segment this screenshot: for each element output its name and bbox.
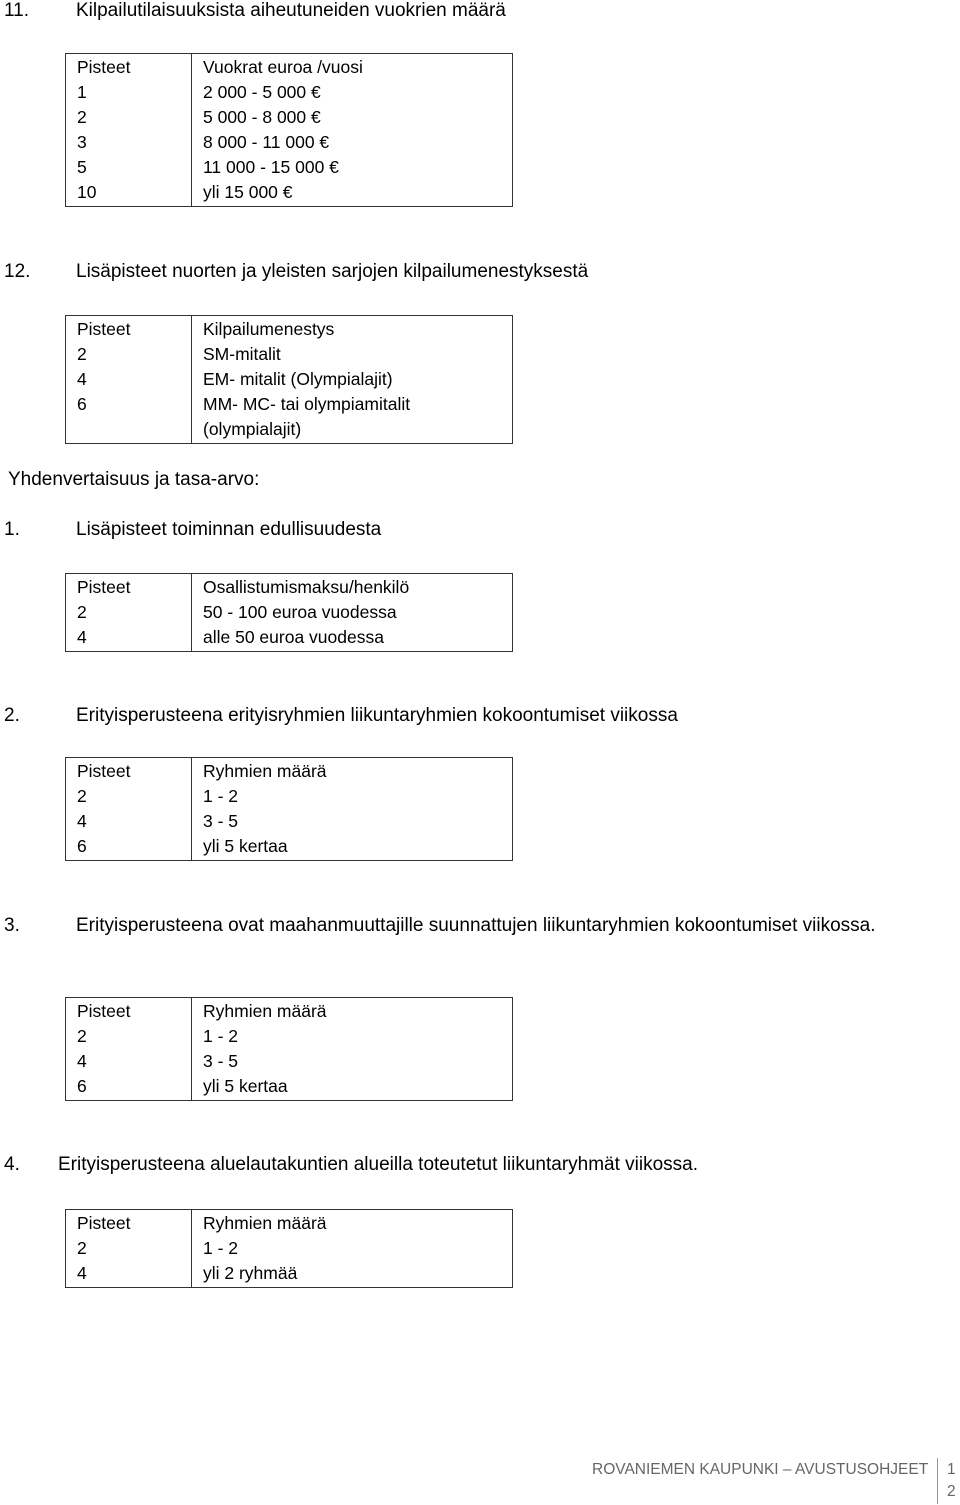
points-cell: 3	[66, 130, 192, 155]
table-row	[66, 625, 513, 652]
special-groups-table	[65, 757, 513, 861]
header-points: Pisteet	[66, 54, 192, 81]
value-cell: EM- mitalit (Olympialajit)	[203, 369, 393, 389]
page-number-bottom: 2	[947, 1483, 956, 1500]
points-cell: 1	[66, 80, 192, 105]
points-cell: 2	[66, 1236, 192, 1261]
table-row	[66, 1024, 513, 1049]
header-points: Pisteet	[66, 998, 192, 1025]
table-row	[66, 1049, 513, 1074]
value-cell: 2 000 - 5 000 €	[203, 82, 321, 102]
header-value: Ryhmien määrä	[203, 1001, 327, 1021]
table-row	[66, 367, 513, 392]
section-title: Lisäpisteet nuorten ja yleisten sarjojen kilpailumenestyksestä	[76, 261, 589, 282]
value-cell: MM- MC- tai olympiamitalit	[203, 394, 411, 414]
value-cell: yli 5 kertaa	[203, 836, 288, 856]
header-value: Vuokrat euroa /vuosi	[203, 57, 363, 77]
table-header-row	[66, 1210, 513, 1237]
table-row	[66, 1074, 513, 1101]
value-cell: SM-mitalit	[203, 344, 281, 364]
table-header-row	[66, 54, 513, 81]
table-header-row	[66, 758, 513, 785]
value-cell: yli 2 ryhmää	[203, 1263, 298, 1283]
value-cell: (olympialajit)	[203, 419, 302, 439]
section-title: Erityisperusteena ovat maahanmuuttajille suunnattujen liikuntaryhmien kokoontumiset viikossa.	[76, 915, 876, 936]
table-row	[66, 1261, 513, 1288]
value-cell: 5 000 - 8 000 €	[203, 107, 321, 127]
points-cell: 2	[66, 784, 192, 809]
competition-success-table	[65, 315, 513, 444]
header-points: Pisteet	[66, 316, 192, 343]
points-cell	[66, 417, 192, 444]
page-number-top: 1	[947, 1461, 956, 1478]
footer-divider	[937, 1458, 938, 1504]
points-cell: 5	[66, 155, 192, 180]
header-value: Ryhmien määrä	[203, 1213, 327, 1233]
table-row	[66, 80, 513, 105]
section-title: Kilpailutilaisuuksista aiheutuneiden vuokrien määrä	[76, 0, 506, 21]
value-cell: yli 15 000 €	[203, 182, 293, 202]
value-cell: 3 - 5	[203, 1051, 239, 1071]
value-cell: 1 - 2	[203, 1026, 239, 1046]
header-value: Ryhmien määrä	[203, 761, 327, 781]
table-row	[66, 130, 513, 155]
table-row	[66, 105, 513, 130]
value-cell: 50 - 100 euroa vuodessa	[203, 602, 397, 622]
points-cell: 4	[66, 367, 192, 392]
points-cell: 2	[66, 105, 192, 130]
table-row	[66, 834, 513, 861]
section-title: Erityisperusteena aluelautakuntien alueilla toteutetut liikuntaryhmät viikossa.	[58, 1154, 699, 1175]
rent-points-table	[65, 53, 513, 207]
header-points: Pisteet	[66, 574, 192, 601]
section-number: 12.	[4, 261, 31, 282]
header-value: Kilpailumenestys	[203, 319, 335, 339]
points-cell: 10	[66, 180, 192, 207]
table-row	[66, 180, 513, 207]
immigrant-groups-table	[65, 997, 513, 1101]
points-cell: 2	[66, 342, 192, 367]
section-number: 4.	[4, 1154, 20, 1175]
points-cell: 2	[66, 1024, 192, 1049]
table-row	[66, 392, 513, 417]
value-cell: yli 5 kertaa	[203, 1076, 288, 1096]
table-row	[66, 600, 513, 625]
value-cell: alle 50 euroa vuodessa	[203, 627, 384, 647]
footer-text: ROVANIEMEN KAUPUNKI – AVUSTUSOHJEET	[592, 1461, 929, 1478]
table-row	[66, 155, 513, 180]
section-title: Erityisperusteena erityisryhmien liikuntaryhmien kokoontumiset viikossa	[76, 705, 678, 726]
fee-points-table	[65, 573, 513, 652]
table-row	[66, 784, 513, 809]
table-row	[66, 342, 513, 367]
value-cell: 1 - 2	[203, 786, 239, 806]
header-points: Pisteet	[66, 1210, 192, 1237]
points-cell: 4	[66, 809, 192, 834]
header-value: Osallistumismaksu/henkilö	[203, 577, 410, 597]
table-row	[66, 809, 513, 834]
equality-subheading: Yhdenvertaisuus ja tasa-arvo:	[8, 469, 260, 490]
value-cell: 1 - 2	[203, 1238, 239, 1258]
points-cell: 6	[66, 1074, 192, 1101]
table-header-row	[66, 574, 513, 601]
points-cell: 4	[66, 1261, 192, 1288]
points-cell: 2	[66, 600, 192, 625]
table-row	[66, 417, 513, 444]
table-header-row	[66, 316, 513, 343]
table-row	[66, 1236, 513, 1261]
section-number: 1.	[4, 519, 20, 540]
value-cell: 8 000 - 11 000 €	[203, 132, 330, 152]
district-groups-table	[65, 1209, 513, 1288]
points-cell: 4	[66, 625, 192, 652]
section-title: Lisäpisteet toiminnan edullisuudesta	[76, 519, 382, 540]
value-cell: 3 - 5	[203, 811, 239, 831]
section-number: 2.	[4, 705, 20, 726]
table-header-row	[66, 998, 513, 1025]
value-cell: 11 000 - 15 000 €	[203, 157, 339, 177]
points-cell: 6	[66, 834, 192, 861]
points-cell: 6	[66, 392, 192, 417]
points-cell: 4	[66, 1049, 192, 1074]
header-points: Pisteet	[66, 758, 192, 785]
section-number: 11.	[4, 0, 30, 21]
section-number: 3.	[4, 915, 20, 936]
